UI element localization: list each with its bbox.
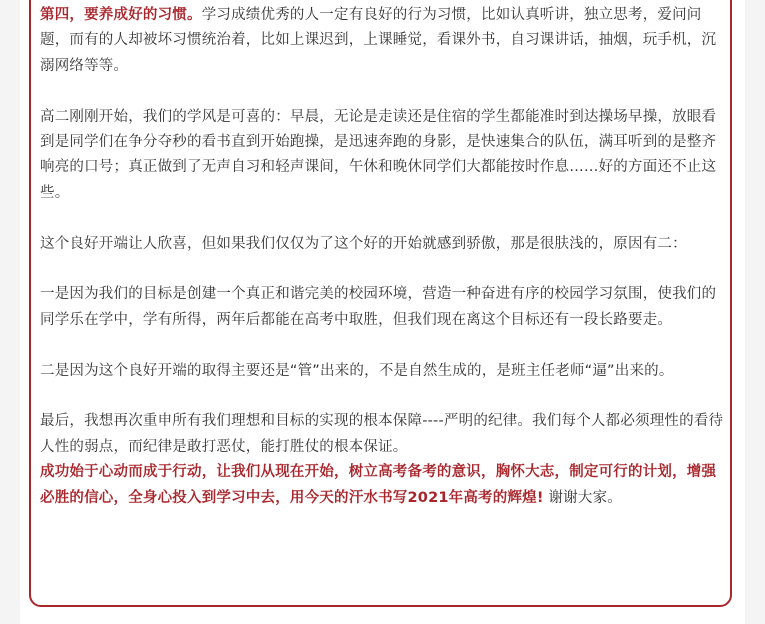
paragraph-habits bbox=[40, 3, 726, 79]
paragraph-gap bbox=[40, 384, 726, 409]
paragraph-gap bbox=[40, 257, 726, 282]
paragraph-reason-two: 二是因为这个良好开端的取得主要还是“管”出来的，不是自然生成的，是班主任老师“逼”出来的。 bbox=[40, 362, 674, 379]
paragraph-closing bbox=[40, 460, 726, 511]
paragraph-gap bbox=[40, 79, 726, 104]
closing-emphasis: 成功始于心动而成于行动，让我们从现在开始，树立高考备考的意识，胸怀大志，制定可行的计划，增强必胜的信心，全身心投入到学习中去，用今天的汗水书写2021年高考的辉煌! bbox=[40, 464, 717, 506]
paragraph-text: 学习成绩优秀的人一定有良好的行为习惯，比如认真听讲，独立思考，爱问问题，而有的人却被坏习惯统治着，比如上课迟到，上课睡觉，看课外书，自习课讲话，抽烟，玩手机，沉溺网络等等。 bbox=[40, 7, 717, 74]
paragraph-discipline: 最后，我想再次重申所有我们理想和目标的实现的根本保障----严明的纪律。我们每个人都必须理性的看待人性的弱点，而纪律是敢打恶仗，能打胜仗的根本保证。 bbox=[40, 413, 724, 455]
paragraph-study-atmosphere: 高二刚刚开始，我们的学风是可喜的：早晨，无论是走读还是住宿的学生都能准时到达操场早操，放眼看到是同学们在争分夺秒的看书直到开始跑操，是迅速奔跑的身影，是快速集合的队伍，满耳听到的是整齐响亮的口号；真正做到了无声自习和轻声课间，午休和晚休同学们大都能按时作息……好的方面还不止这些。 bbox=[40, 108, 717, 201]
paragraph-reason-one: 一是因为我们的目标是创建一个真正和谐完美的校园环境，营造一种奋进有序的校园学习氛围，使我们的同学乐在学中，学有所得，两年后都能在高考中取胜，但我们现在离这个目标还有一段长路要走。 bbox=[40, 286, 717, 328]
paragraph-good-start: 这个良好开端让人欣喜，但如果我们仅仅为了这个好的开始就感到骄傲，那是很肤浅的，原因有二： bbox=[40, 235, 687, 252]
paragraph-gap bbox=[40, 333, 726, 358]
closing-thanks: 谢谢大家。 bbox=[543, 489, 622, 506]
paragraph-gap bbox=[40, 206, 726, 231]
article-body bbox=[40, 3, 726, 511]
section-heading: 第四，要养成好的习惯。 bbox=[40, 7, 202, 23]
